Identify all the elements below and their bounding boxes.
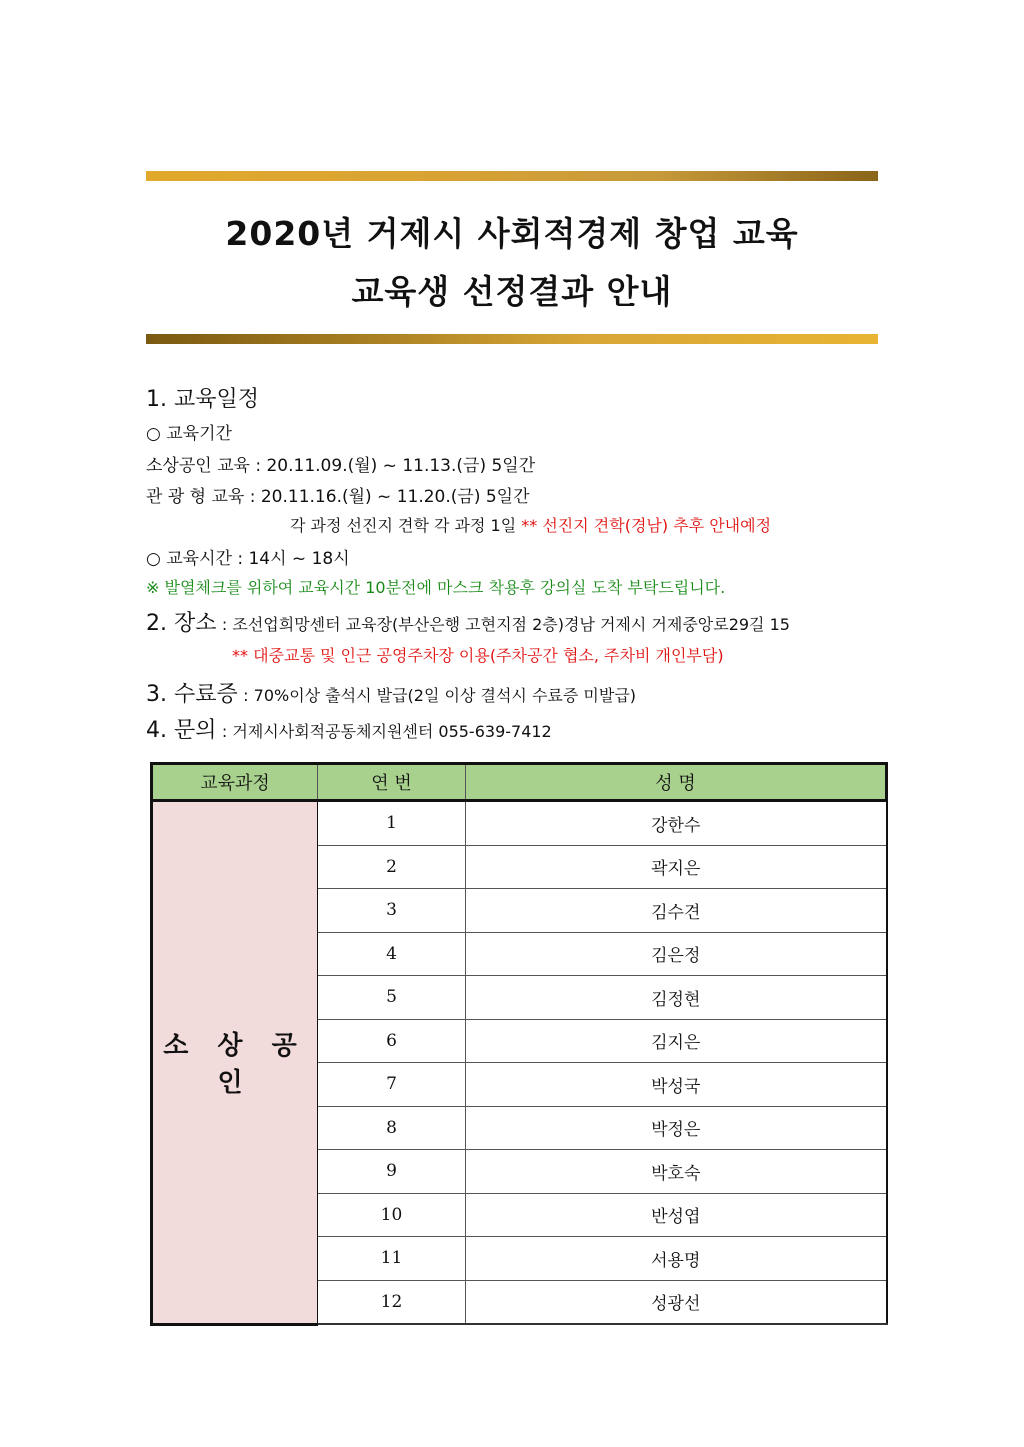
certificate-value: : 70%이상 출석시 발급(2일 이상 결석시 수료증 미발급) — [243, 686, 637, 705]
gold-divider-bottom — [146, 334, 878, 344]
tourism-period — [146, 482, 530, 507]
row-number: 9 — [318, 1150, 466, 1194]
small-business-label: 소상공인 교육 : — [146, 456, 262, 476]
section-3-heading: 3. 수료증 — [146, 682, 238, 707]
education-time: ○ 교육시간 : 14시 ~ 18시 — [146, 549, 350, 569]
row-number: 5 — [318, 976, 466, 1020]
row-name: 반성엽 — [466, 1193, 887, 1237]
section-3-certificate — [146, 677, 636, 708]
section-1-heading: 1. 교육일정 — [146, 387, 259, 412]
page-subtitle: 교육생 선정결과 안내 — [351, 272, 673, 311]
small-business-value: 20.11.09.(월) ~ 11.13.(금) 5일간 — [266, 456, 536, 476]
row-name: 김수견 — [466, 889, 887, 933]
field-trip — [290, 513, 771, 536]
parking-note: ** 대중교통 및 인근 공영주차장 이용(주차공간 협소, 주차비 개인부담) — [232, 646, 724, 665]
row-name: 곽지은 — [466, 845, 887, 889]
row-name: 박호숙 — [466, 1150, 887, 1194]
row-number: 4 — [318, 932, 466, 976]
small-business-period — [146, 451, 535, 476]
row-name: 박성국 — [466, 1063, 887, 1107]
field-trip-text: 각 과정 선진지 견학 각 과정 1일 — [290, 516, 517, 535]
table-row — [152, 801, 887, 846]
inquiry-value: : 거제시사회적공동체지원센터 055-639-7412 — [221, 722, 552, 741]
row-number: 1 — [318, 801, 466, 846]
row-number: 6 — [318, 1019, 466, 1063]
header-course: 교육과정 — [152, 764, 318, 801]
row-name: 서용명 — [466, 1237, 887, 1281]
row-number: 10 — [318, 1193, 466, 1237]
section-2-heading: 2. 장소 — [146, 611, 217, 636]
header-name: 성 명 — [466, 764, 887, 801]
row-number: 7 — [318, 1063, 466, 1107]
selected-trainees-table — [150, 762, 888, 1326]
fever-check-notice: ※ 발열체크를 위하여 교육시간 10분전에 마스크 착용후 강의실 도착 부탁드립니다. — [146, 578, 726, 597]
row-name: 박정은 — [466, 1106, 887, 1150]
row-number: 11 — [318, 1237, 466, 1281]
row-name: 성광선 — [466, 1280, 887, 1324]
gold-divider-top — [146, 171, 878, 181]
header-number: 연 번 — [318, 764, 466, 801]
tourism-label: 관 광 형 교육 : — [146, 487, 256, 507]
section-4-inquiry — [146, 713, 552, 744]
row-number: 8 — [318, 1106, 466, 1150]
row-number: 12 — [318, 1280, 466, 1324]
location-value: : 조선업희망센터 교육장(부산은행 고현지점 2층)경남 거제시 거제중앙로29길 15 — [221, 615, 790, 634]
row-name: 김은정 — [466, 932, 887, 976]
course-cell: 소 상 공 인 — [152, 801, 318, 1325]
field-trip-note: ** 선진지 견학(경남) 추후 안내예정 — [521, 516, 772, 535]
section-2-location — [146, 606, 790, 637]
row-number: 3 — [318, 889, 466, 933]
row-number: 2 — [318, 845, 466, 889]
section-4-heading: 4. 문의 — [146, 718, 217, 743]
row-name: 김지은 — [466, 1019, 887, 1063]
row-name: 김정현 — [466, 976, 887, 1020]
table-header-row — [152, 764, 887, 801]
period-label: ○ 교육기간 — [146, 424, 232, 444]
row-name: 강한수 — [466, 801, 887, 846]
tourism-value: 20.11.16.(월) ~ 11.20.(금) 5일간 — [260, 487, 530, 507]
page-title: 2020년 거제시 사회적경제 창업 교육 — [225, 214, 799, 253]
